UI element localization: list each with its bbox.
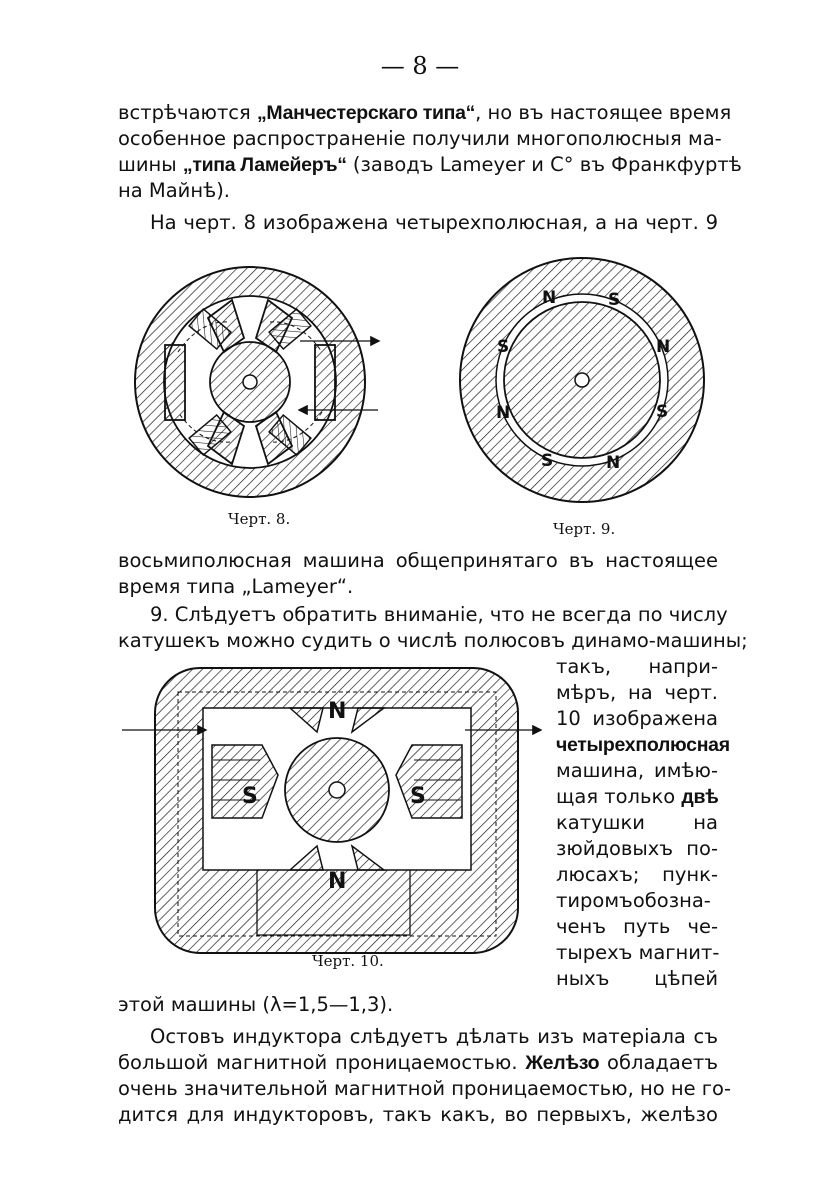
fig9-pole-4: S [656,402,669,422]
p3-side-9: люсахъ; пунк- [556,863,718,886]
fig10-pole-s-left: S [242,784,258,809]
p3-side-12: тырехъ магнит- [556,941,720,964]
p3-line-2: катушекъ можно судить о числѣ полюсовъ динамо-машины; [118,629,748,652]
p1-line-4: на Майнѣ). [118,179,231,202]
p3-side-5: машина, имѣю- [556,759,718,782]
fig9-caption: Черт. 9. [553,520,616,538]
p3-side-8: зюйдовыхъ по- [556,837,718,860]
p3-side-13: ныхъ цѣпей [556,967,718,990]
p4-line-2: большой магнитной проницаемостью. Желѣзо обладаетъ [118,1051,718,1074]
p4-line-1: Остовъ индуктора слѣдуетъ дѣлать изъ матеріала съ [150,1025,718,1048]
fig10-pole-s-right: S [410,784,426,809]
p3-side-4: четырехполюсная [556,734,730,756]
p3-side-10: тиромъобозна- [556,889,711,912]
fig10-caption: Черт. 10. [312,952,384,970]
p1-line-2: особенное распространеніе получили многополюсныя ма- [118,127,722,150]
fig10-pole-n-bottom: N [328,869,347,894]
p3-side-6: щая только двѣ [556,785,719,808]
p3-side-3: 10 изображена [556,707,718,730]
fig10-pole-n-top: N [328,699,347,724]
p1-line-3: шины „типа Ламейеръ“ (заводъ Lameyer и C° въ Франкфуртѣ [118,153,742,176]
fig9-pole-1: N [542,288,557,308]
p3-line-end: этой машины (λ=1,5—1,3). [118,993,394,1016]
p3-side-11: ченъ путь че- [556,915,718,938]
p2-line-2: восьмиполюсная машина общепринятаго въ настоящее [118,549,718,572]
fig8-caption: Черт. 8. [228,510,291,528]
figure-9 [460,258,704,502]
fig9-pole-7: N [496,403,511,423]
fig9-pole-8: S [497,337,510,357]
fig9-pole-2: S [608,290,621,310]
fig9-pole-5: N [606,453,621,473]
p3-line-1: 9. Слѣдуетъ обратить вниманіе, что не всегда по числу [150,603,728,626]
p4-line-3: очень значительной магнитной проницаемостью, но не го- [118,1077,732,1100]
p1-line-1: встрѣчаются „Манчестерскаго типа“, но въ настоящее время [118,101,732,124]
figure-8 [135,267,378,497]
p3-side-2: мѣръ, на черт. [556,681,718,704]
fig9-pole-3: N [656,337,671,357]
p3-side-1: такъ, напри- [556,655,718,678]
p2-line-3: время типа „Lameyer“. [118,575,354,598]
p2-line-1: На черт. 8 изображена четырехполюсная, а на черт. 9 [150,211,718,234]
p4-line-4: дится для индукторовъ, такъ какъ, во первыхъ, желѣзо [118,1103,718,1126]
fig9-pole-6: S [541,451,554,471]
page-number: — 8 — [380,52,460,80]
p3-side-7: катушки на [556,811,718,834]
